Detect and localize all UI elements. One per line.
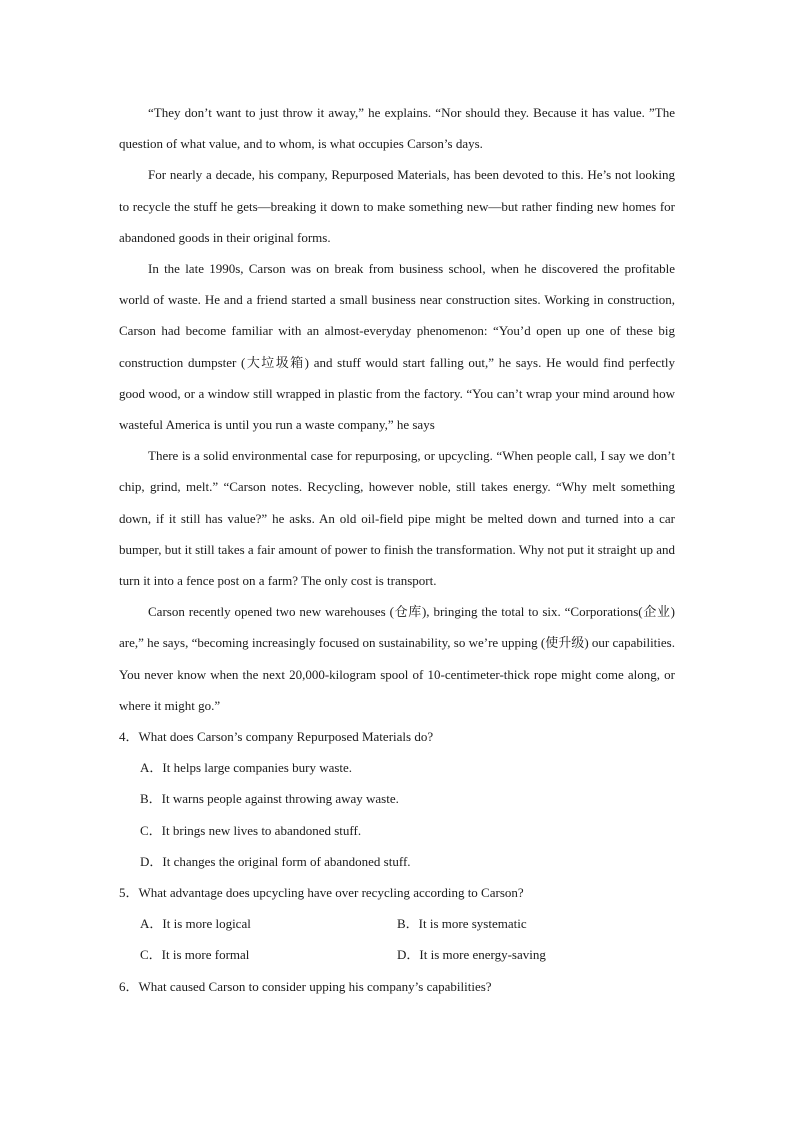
question-6-stem: 6．What caused Carson to consider upping his company’s capabilities? xyxy=(119,978,492,994)
question-4-option-a: A．It helps large companies bury waste. xyxy=(140,760,353,776)
document-page xyxy=(119,97,675,1002)
question-5-option-c: C．It is more formal xyxy=(140,947,250,963)
question-5-option-d: D．It is more energy-saving xyxy=(397,947,546,963)
question-4 xyxy=(119,721,675,877)
question-4-option-b: B．It warns people against throwing away waste. xyxy=(140,791,399,807)
question-4-option-c: C．It brings new lives to abandoned stuff. xyxy=(140,822,362,838)
question-4-option-d: D．It changes the original form of abandoned stuff. xyxy=(140,853,411,869)
question-5 xyxy=(119,877,675,971)
question-4-stem: 4．What does Carson’s company Repurposed Materials do? xyxy=(119,729,434,745)
passage-paragraph-2: For nearly a decade, his company, Repurposed Materials, has been devoted to this. He’s not looking to recycle the stuff he gets—breaking it down to make something new—but rather finding new homes for abandoned goods in their original forms. xyxy=(119,167,675,245)
question-5-option-b: B．It is more systematic xyxy=(397,916,527,932)
passage-paragraph-1: “They don’t want to just throw it away,” he explains. “Nor should they. Because it has value. ”The question of what value, and to whom, is what occupies Carson’s days. xyxy=(119,105,675,152)
question-5-option-a: A．It is more logical xyxy=(140,916,251,932)
question-5-stem: 5．What advantage does upcycling have over recycling according to Carson? xyxy=(119,885,524,901)
passage-paragraph-3: In the late 1990s, Carson was on break from business school, when he discovered the profitable world of waste. He and a friend started a small business near construction sites. Working in construction, Carson had become familiar with an almost-everyday phenomenon: “You’d open up one of these big construction dumpster (大垃圾箱) and stuff would start falling out,” he says. He would find perfectly good wood, or a window still wrapped in plastic from the factory. “You can’t wrap your mind around how wasteful America is until you run a waste company,” he says xyxy=(119,261,675,433)
question-6 xyxy=(119,971,675,1002)
passage-paragraph-5: Carson recently opened two new warehouses (仓库), bringing the total to six. “Corporations(企业) are,” he says, “becoming increasingly focused on sustainability, so we’re upping (使升级) our capabilities. You never know when the next 20,000-kilogram spool of 10-centimeter-thick rope might come along, or where it might go.” xyxy=(119,604,675,713)
question-5-options xyxy=(119,908,675,970)
passage-paragraph-4: There is a solid environmental case for repurposing, or upcycling. “When people call, I say we don’t chip, grind, melt.” “Carson notes. Recycling, however noble, still takes energy. “Why melt something down, if it still has value?” he asks. An old oil-field pipe might be melted down and turned into a car bumper, but it still takes a fair amount of power to finish the transformation. Why not put it straight up and turn it into a fence post on a farm? The only cost is transport. xyxy=(119,448,675,589)
